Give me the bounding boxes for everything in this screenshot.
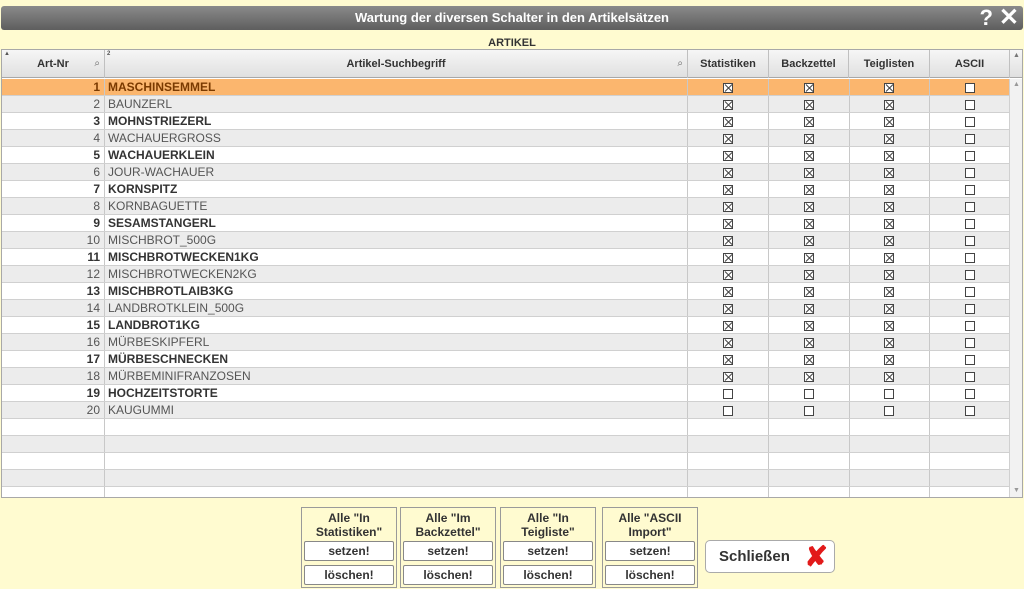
cell-statistiken	[688, 334, 769, 350]
set-teigliste-button[interactable]: setzen!	[503, 541, 593, 561]
statistiken-checkbox[interactable]	[723, 253, 733, 263]
cell-statistiken	[688, 181, 769, 197]
ascii-checkbox[interactable]	[965, 202, 975, 212]
cell-ascii	[930, 79, 1011, 95]
teiglisten-checkbox[interactable]	[884, 83, 894, 93]
cell-teiglisten	[849, 147, 930, 163]
statistiken-checkbox[interactable]	[723, 202, 733, 212]
group-statistiken	[301, 507, 397, 588]
cell-statistiken	[688, 402, 769, 418]
group-backzettel	[400, 507, 496, 588]
teiglisten-checkbox[interactable]	[884, 151, 894, 161]
clear-teigliste-button[interactable]: löschen!	[503, 565, 593, 585]
cell-ascii	[930, 249, 1011, 265]
teiglisten-checkbox[interactable]	[884, 168, 894, 178]
cell-suchbegriff: LANDBROT1KG	[105, 317, 688, 333]
backzettel-checkbox[interactable]	[804, 219, 814, 229]
cell-teiglisten	[849, 181, 930, 197]
cell-suchbegriff: MOHNSTRIEZERL	[105, 113, 688, 129]
backzettel-checkbox[interactable]	[804, 151, 814, 161]
teiglisten-checkbox[interactable]	[884, 117, 894, 127]
cell-backzettel	[769, 198, 850, 214]
backzettel-checkbox[interactable]	[804, 406, 814, 416]
backzettel-checkbox[interactable]	[804, 117, 814, 127]
table-row[interactable]	[2, 266, 1010, 283]
cell-statistiken	[688, 436, 769, 452]
cell-teiglisten	[849, 215, 930, 231]
backzettel-checkbox[interactable]	[804, 287, 814, 297]
cell-ascii	[930, 113, 1011, 129]
cell-art-nr: 5	[2, 147, 105, 163]
cell-statistiken	[688, 317, 769, 333]
cell-ascii	[930, 181, 1011, 197]
cell-art-nr: 11	[2, 249, 105, 265]
sort-marker: 2	[107, 51, 111, 57]
cell-teiglisten	[849, 334, 930, 350]
search-icon[interactable]: ⌕	[94, 58, 100, 69]
teiglisten-checkbox[interactable]	[884, 100, 894, 110]
statistiken-checkbox[interactable]	[723, 185, 733, 195]
cell-art-nr: 7	[2, 181, 105, 197]
cell-backzettel	[769, 300, 850, 316]
ascii-checkbox[interactable]	[965, 338, 975, 348]
set-backzettel-button[interactable]: setzen!	[403, 541, 493, 561]
cell-art-nr: 13	[2, 283, 105, 299]
table-row[interactable]	[2, 113, 1010, 130]
cell-art-nr	[2, 436, 105, 452]
statistiken-checkbox[interactable]	[723, 321, 733, 331]
group-title: Alle "In Teigliste"	[521, 511, 575, 539]
table-row[interactable]	[2, 300, 1010, 317]
ascii-checkbox[interactable]	[965, 372, 975, 382]
cell-ascii	[930, 215, 1011, 231]
cell-statistiken	[688, 232, 769, 248]
cell-teiglisten	[849, 300, 930, 316]
cell-backzettel	[769, 470, 850, 486]
clear-backzettel-button[interactable]: löschen!	[403, 565, 493, 585]
teiglisten-checkbox[interactable]	[884, 406, 894, 416]
grid-header	[2, 50, 1023, 78]
cell-suchbegriff: MISCHBROTWECKEN1KG	[105, 249, 688, 265]
cell-art-nr	[2, 470, 105, 486]
statistiken-checkbox[interactable]	[723, 372, 733, 382]
cell-statistiken	[688, 113, 769, 129]
cell-ascii	[930, 436, 1011, 452]
cell-statistiken	[688, 487, 769, 498]
cell-ascii	[930, 419, 1011, 435]
cell-statistiken	[688, 164, 769, 180]
teiglisten-checkbox[interactable]	[884, 338, 894, 348]
teiglisten-checkbox[interactable]	[884, 202, 894, 212]
ascii-checkbox[interactable]	[965, 168, 975, 178]
statistiken-checkbox[interactable]	[723, 304, 733, 314]
cell-backzettel	[769, 283, 850, 299]
backzettel-checkbox[interactable]	[804, 372, 814, 382]
statistiken-checkbox[interactable]	[723, 168, 733, 178]
cell-backzettel	[769, 181, 850, 197]
cell-art-nr: 20	[2, 402, 105, 418]
cell-suchbegriff: BAUNZERL	[105, 96, 688, 112]
teiglisten-checkbox[interactable]	[884, 185, 894, 195]
backzettel-checkbox[interactable]	[804, 304, 814, 314]
cell-statistiken	[688, 368, 769, 384]
table-row[interactable]	[2, 368, 1010, 385]
search-icon[interactable]: ⌕	[677, 58, 683, 69]
table-row[interactable]	[2, 232, 1010, 249]
cell-suchbegriff: KAUGUMMI	[105, 402, 688, 418]
table-row[interactable]	[2, 249, 1010, 266]
cell-suchbegriff	[105, 436, 688, 452]
statistiken-checkbox[interactable]	[723, 100, 733, 110]
cell-backzettel	[769, 164, 850, 180]
section-label: ARTIKEL	[488, 37, 536, 49]
cell-statistiken	[688, 130, 769, 146]
cell-statistiken	[688, 96, 769, 112]
cell-backzettel	[769, 215, 850, 231]
group-title: Alle "In Statistiken"	[315, 511, 383, 539]
cell-backzettel	[769, 487, 850, 498]
cell-statistiken	[688, 351, 769, 367]
scroll-top-icon[interactable]: ▲	[1013, 52, 1020, 59]
ascii-checkbox[interactable]	[965, 219, 975, 229]
cell-ascii	[930, 283, 1011, 299]
table-row[interactable]	[2, 181, 1010, 198]
backzettel-checkbox[interactable]	[804, 321, 814, 331]
cell-teiglisten	[849, 368, 930, 384]
teiglisten-checkbox[interactable]	[884, 389, 894, 399]
statistiken-checkbox[interactable]	[723, 236, 733, 246]
cell-ascii	[930, 96, 1011, 112]
cell-statistiken	[688, 79, 769, 95]
cell-backzettel	[769, 79, 850, 95]
cell-suchbegriff: MASCHINSEMMEL	[105, 79, 688, 95]
cell-statistiken	[688, 198, 769, 214]
cell-art-nr: 1	[2, 79, 105, 95]
ascii-checkbox[interactable]	[965, 270, 975, 280]
close-icon[interactable]: ✕	[998, 4, 1019, 31]
cell-backzettel	[769, 402, 850, 418]
cell-backzettel	[769, 436, 850, 452]
table-row[interactable]	[2, 215, 1010, 232]
clear-statistiken-button[interactable]: löschen!	[304, 565, 394, 585]
cell-suchbegriff: KORNBAGUETTE	[105, 198, 688, 214]
backzettel-checkbox[interactable]	[804, 338, 814, 348]
cell-teiglisten	[849, 351, 930, 367]
cell-suchbegriff	[105, 487, 688, 498]
cell-suchbegriff	[105, 419, 688, 435]
cell-statistiken	[688, 453, 769, 469]
cell-teiglisten	[849, 470, 930, 486]
cell-ascii	[930, 385, 1011, 401]
cell-suchbegriff: KORNSPITZ	[105, 181, 688, 197]
cell-teiglisten	[849, 164, 930, 180]
cell-teiglisten	[849, 402, 930, 418]
cell-art-nr: 17	[2, 351, 105, 367]
cell-art-nr: 9	[2, 215, 105, 231]
cell-art-nr	[2, 453, 105, 469]
col-header-backzettel[interactable]: Backzettel	[769, 50, 849, 78]
col-header-nr-label: Art-Nr	[37, 58, 69, 70]
cell-statistiken	[688, 470, 769, 486]
cell-ascii	[930, 198, 1011, 214]
cell-suchbegriff: MÜRBESCHNECKEN	[105, 351, 688, 367]
cell-ascii	[930, 402, 1011, 418]
article-grid	[1, 49, 1023, 498]
set-statistiken-button[interactable]: setzen!	[304, 541, 394, 561]
cell-teiglisten	[849, 249, 930, 265]
cell-art-nr: 14	[2, 300, 105, 316]
help-icon[interactable]: ?	[979, 5, 993, 30]
teiglisten-checkbox[interactable]	[884, 236, 894, 246]
statistiken-checkbox[interactable]	[723, 134, 733, 144]
teiglisten-checkbox[interactable]	[884, 304, 894, 314]
teiglisten-checkbox[interactable]	[884, 287, 894, 297]
teiglisten-checkbox[interactable]	[884, 134, 894, 144]
scroll-up-icon[interactable]: ▲	[1013, 81, 1020, 88]
teiglisten-checkbox[interactable]	[884, 219, 894, 229]
cell-backzettel	[769, 385, 850, 401]
ascii-checkbox[interactable]	[965, 117, 975, 127]
cell-art-nr: 10	[2, 232, 105, 248]
backzettel-checkbox[interactable]	[804, 83, 814, 93]
ascii-checkbox[interactable]	[965, 321, 975, 331]
close-button[interactable]	[705, 540, 835, 573]
cell-backzettel	[769, 334, 850, 350]
cell-art-nr: 4	[2, 130, 105, 146]
vertical-scrollbar[interactable]	[1009, 79, 1022, 497]
cell-teiglisten	[849, 198, 930, 214]
table-row[interactable]	[2, 334, 1010, 351]
teiglisten-checkbox[interactable]	[884, 355, 894, 365]
table-row	[2, 453, 1010, 470]
cell-statistiken	[688, 385, 769, 401]
ascii-checkbox[interactable]	[965, 304, 975, 314]
ascii-checkbox[interactable]	[965, 236, 975, 246]
group-title: Alle "ASCII Import"	[618, 511, 682, 539]
cell-suchbegriff: MISCHBROT_500G	[105, 232, 688, 248]
table-row	[2, 470, 1010, 487]
col-header-name-label: Artikel-Suchbegriff	[346, 58, 446, 70]
backzettel-checkbox[interactable]	[804, 389, 814, 399]
cell-suchbegriff: MÜRBESKIPFERL	[105, 334, 688, 350]
cell-suchbegriff	[105, 453, 688, 469]
backzettel-checkbox[interactable]	[804, 253, 814, 263]
ascii-checkbox[interactable]	[965, 355, 975, 365]
table-row[interactable]	[2, 351, 1010, 368]
sort-asc-icon: ▲	[4, 51, 10, 57]
backzettel-checkbox[interactable]	[804, 355, 814, 365]
cell-suchbegriff: MISCHBROTWECKEN2KG	[105, 266, 688, 282]
backzettel-checkbox[interactable]	[804, 236, 814, 246]
cell-teiglisten	[849, 96, 930, 112]
table-row[interactable]	[2, 164, 1010, 181]
col-header-teiglisten[interactable]: Teiglisten	[849, 50, 930, 78]
cell-ascii	[930, 232, 1011, 248]
cell-ascii	[930, 164, 1011, 180]
cell-ascii	[930, 453, 1011, 469]
cell-teiglisten	[849, 317, 930, 333]
cell-ascii	[930, 334, 1011, 350]
ascii-checkbox[interactable]	[965, 185, 975, 195]
close-button-label: Schließen	[719, 548, 790, 565]
cell-backzettel	[769, 317, 850, 333]
table-row	[2, 487, 1010, 498]
cell-ascii	[930, 130, 1011, 146]
set-ascii-button[interactable]: setzen!	[605, 541, 695, 561]
cell-ascii	[930, 147, 1011, 163]
cell-backzettel	[769, 96, 850, 112]
cell-backzettel	[769, 368, 850, 384]
cell-suchbegriff: LANDBROTKLEIN_500G	[105, 300, 688, 316]
cell-backzettel	[769, 232, 850, 248]
cell-art-nr	[2, 419, 105, 435]
cell-statistiken	[688, 419, 769, 435]
cell-backzettel	[769, 147, 850, 163]
backzettel-checkbox[interactable]	[804, 270, 814, 280]
group-teigliste	[500, 507, 596, 588]
cell-ascii	[930, 351, 1011, 367]
cell-art-nr: 6	[2, 164, 105, 180]
cell-art-nr: 15	[2, 317, 105, 333]
col-header-statistiken[interactable]: Statistiken	[688, 50, 769, 78]
group-ascii	[602, 507, 698, 588]
statistiken-checkbox[interactable]	[723, 355, 733, 365]
cell-suchbegriff	[105, 470, 688, 486]
cell-teiglisten	[849, 266, 930, 282]
table-row[interactable]	[2, 385, 1010, 402]
cell-teiglisten	[849, 130, 930, 146]
cell-teiglisten	[849, 436, 930, 452]
statistiken-checkbox[interactable]	[723, 117, 733, 127]
backzettel-checkbox[interactable]	[804, 134, 814, 144]
cell-suchbegriff: MÜRBEMINIFRANZOSEN	[105, 368, 688, 384]
cell-backzettel	[769, 453, 850, 469]
statistiken-checkbox[interactable]	[723, 406, 733, 416]
cell-backzettel	[769, 130, 850, 146]
cell-teiglisten	[849, 283, 930, 299]
table-row[interactable]	[2, 147, 1010, 164]
cell-teiglisten	[849, 453, 930, 469]
table-row[interactable]	[2, 283, 1010, 300]
cell-suchbegriff: HOCHZEITSTORTE	[105, 385, 688, 401]
cell-backzettel	[769, 249, 850, 265]
cell-art-nr: 16	[2, 334, 105, 350]
cell-backzettel	[769, 113, 850, 129]
ascii-checkbox[interactable]	[965, 406, 975, 416]
statistiken-checkbox[interactable]	[723, 287, 733, 297]
red-x-icon: ✘	[804, 541, 828, 572]
teiglisten-checkbox[interactable]	[884, 321, 894, 331]
cell-statistiken	[688, 215, 769, 231]
col-header-ascii[interactable]: ASCII	[930, 50, 1010, 78]
cell-art-nr	[2, 487, 105, 498]
clear-ascii-button[interactable]: löschen!	[605, 565, 695, 585]
cell-statistiken	[688, 249, 769, 265]
backzettel-checkbox[interactable]	[804, 168, 814, 178]
ascii-checkbox[interactable]	[965, 100, 975, 110]
ascii-checkbox[interactable]	[965, 389, 975, 399]
table-row[interactable]	[2, 96, 1010, 113]
table-row	[2, 436, 1010, 453]
cell-suchbegriff: WACHAUERKLEIN	[105, 147, 688, 163]
col-header-nr[interactable]	[2, 50, 105, 78]
cell-statistiken	[688, 147, 769, 163]
teiglisten-checkbox[interactable]	[884, 253, 894, 263]
cell-ascii	[930, 368, 1011, 384]
table-row[interactable]	[2, 198, 1010, 215]
window-title: Wartung der diversen Schalter in den Artikelsätzen	[354, 10, 669, 25]
cell-backzettel	[769, 351, 850, 367]
cell-statistiken	[688, 283, 769, 299]
scroll-down-icon[interactable]: ▼	[1013, 487, 1020, 494]
ascii-checkbox[interactable]	[965, 151, 975, 161]
statistiken-checkbox[interactable]	[723, 270, 733, 280]
cell-statistiken	[688, 266, 769, 282]
cell-suchbegriff: SESAMSTANGERL	[105, 215, 688, 231]
cell-backzettel	[769, 266, 850, 282]
cell-suchbegriff: MISCHBROTLAIB3KG	[105, 283, 688, 299]
cell-backzettel	[769, 419, 850, 435]
table-row[interactable]	[2, 79, 1010, 96]
ascii-checkbox[interactable]	[965, 83, 975, 93]
teiglisten-checkbox[interactable]	[884, 270, 894, 280]
cell-ascii	[930, 300, 1011, 316]
cell-teiglisten	[849, 385, 930, 401]
table-row[interactable]	[2, 317, 1010, 334]
cell-art-nr: 2	[2, 96, 105, 112]
cell-teiglisten	[849, 113, 930, 129]
statistiken-checkbox[interactable]	[723, 389, 733, 399]
backzettel-checkbox[interactable]	[804, 202, 814, 212]
cell-ascii	[930, 317, 1011, 333]
cell-suchbegriff: JOUR-WACHAUER	[105, 164, 688, 180]
statistiken-checkbox[interactable]	[723, 151, 733, 161]
statistiken-checkbox[interactable]	[723, 83, 733, 93]
cell-teiglisten	[849, 79, 930, 95]
window-titlebar	[1, 6, 1023, 30]
table-row[interactable]	[2, 130, 1010, 147]
ascii-checkbox[interactable]	[965, 253, 975, 263]
backzettel-checkbox[interactable]	[804, 185, 814, 195]
cell-ascii	[930, 470, 1011, 486]
ascii-checkbox[interactable]	[965, 134, 975, 144]
cell-art-nr: 19	[2, 385, 105, 401]
group-title: Alle "Im Backzettel"	[415, 511, 481, 539]
cell-ascii	[930, 487, 1011, 498]
cell-art-nr: 3	[2, 113, 105, 129]
cell-art-nr: 8	[2, 198, 105, 214]
cell-ascii	[930, 266, 1011, 282]
table-row	[2, 419, 1010, 436]
table-row[interactable]	[2, 402, 1010, 419]
cell-teiglisten	[849, 487, 930, 498]
statistiken-checkbox[interactable]	[723, 219, 733, 229]
col-header-name[interactable]	[105, 50, 688, 78]
cell-teiglisten	[849, 419, 930, 435]
teiglisten-checkbox[interactable]	[884, 372, 894, 382]
statistiken-checkbox[interactable]	[723, 338, 733, 348]
cell-teiglisten	[849, 232, 930, 248]
cell-statistiken	[688, 300, 769, 316]
cell-art-nr: 18	[2, 368, 105, 384]
cell-art-nr: 12	[2, 266, 105, 282]
ascii-checkbox[interactable]	[965, 287, 975, 297]
backzettel-checkbox[interactable]	[804, 100, 814, 110]
cell-suchbegriff: WACHAUERGROSS	[105, 130, 688, 146]
